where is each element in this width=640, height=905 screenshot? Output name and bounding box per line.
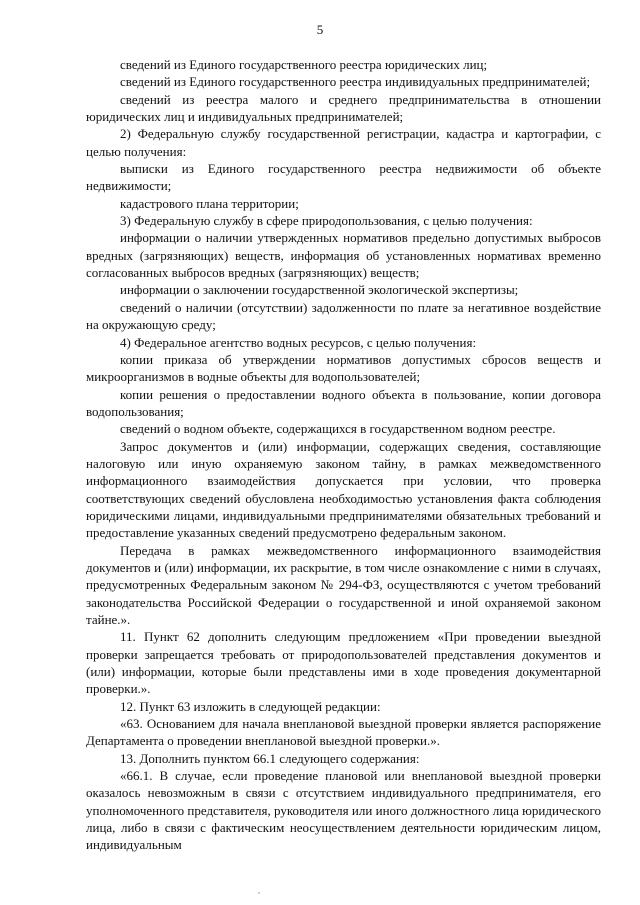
paragraph: Запрос документов и (или) информации, содержащих сведения, составляющие налоговую или иную охраняемую законом тайну, в рамках межведомственного информационного взаимодействия допускается при условии, что проверка соответствующих сведений обусловлена необходимостью установления факта соблюдения юридическими лицами, индивидуальными предпринимателями обязательных требований и предоставление указанных сведений предусмотрено федеральным законом. [86, 438, 601, 541]
paragraph: копии решения о предоставлении водного объекта в пользование, копии договора водопользования; [86, 386, 601, 419]
paragraph: информации о заключении государственной экологической экспертизы; [120, 282, 519, 298]
scan-speck [258, 892, 260, 894]
paragraph: копии приказа об утверждении нормативов допустимых сбросов веществ и микроорганизмов в водные объекты для водопользователей; [86, 351, 601, 385]
paragraph: сведений из реестра малого и среднего предпринимательства в отношении юридических лиц и индивидуальных предпринимателей; [86, 91, 601, 125]
paragraph: сведений о водном объекте, содержащихся в государственном водном реестре. [120, 421, 556, 437]
paragraph: информации о наличии утвержденных нормативов предельно допустимых выбросов вредных (загрязняющих) веществ, информация об установленных нормативах временно согласованных выбросов вредных (загрязняющих) веществ; [86, 230, 601, 281]
paragraph: кадастрового плана территории; [120, 195, 299, 211]
paragraph: выписки из Единого государственного реестра недвижимости об объекте недвижимости; [86, 161, 601, 194]
paragraph: 11. Пункт 62 дополнить следующим предложением «При проведении выездной проверки запрещается требовать от природопользователей представления документов и (или) информации, которые были представлены ими в ходе проведения документарной проверки.». [86, 629, 601, 697]
paragraph: сведений из Единого государственного реестра юридических лиц; [120, 57, 488, 72]
paragraph: 12. Пункт 63 изложить в следующей редакции: [120, 698, 381, 714]
paragraph: Передача в рамках межведомственного информационного взаимодействия документов и (или) информации, их раскрытие, в том числе ознакомление с ними в случаях, предусмотренных Федеральным законом № 294-ФЗ, осуществляются с учетом требований законодательства Российской Федерации о государственной и иной охраняемой законом тайне.». [86, 542, 601, 627]
paragraph: 4) Федеральное агентство водных ресурсов, с целью получения: [120, 334, 477, 350]
paragraph: 2) Федеральную службу государственной регистрации, кадастра и картографии, с целью получения: [86, 126, 601, 159]
paragraph: сведений о наличии (отсутствии) задолженности по плате за негативное воздействие на окружающую среду; [86, 299, 601, 333]
paragraph: сведений из Единого государственного реестра индивидуальных предпринимателей; [120, 74, 591, 90]
paragraph: «66.1. В случае, если проведение плановой или внеплановой выездной проверки оказалось невозможным в связи с отсутствием индивидуального предпринимателя, его уполномоченного представителя, руководителя или иного должностного лица юридического лица, либо в связи с фактическим неосуществлением деятельности юридическим лицом, индивидуальным [86, 768, 601, 853]
paragraph: 13. Дополнить пунктом 66.1 следующего содержания: [120, 750, 420, 766]
paragraph: 3) Федеральную службу в сфере природопользования, с целью получения: [120, 213, 533, 229]
paragraph: «63. Основанием для начала внеплановой выездной проверки является распоряжение Департамента о проведении внеплановой выездной проверки.». [86, 716, 601, 749]
page-number: 5 [316, 22, 324, 37]
body-text [86, 56, 601, 854]
